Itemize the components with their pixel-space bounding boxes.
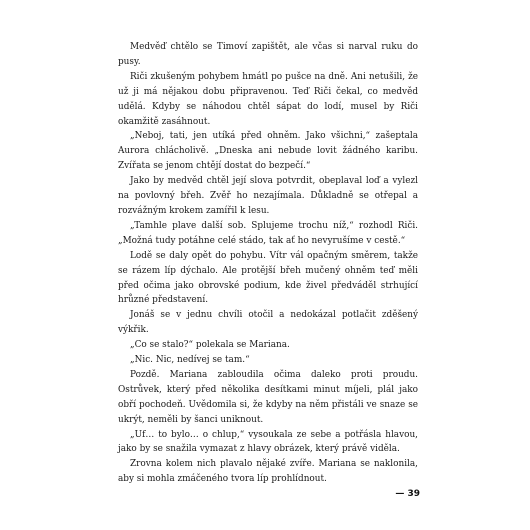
paragraph: Medvěď chtělo se Timoví zapištět, ale včas si narval ruku do pusy. — [118, 42, 418, 67]
paragraph: „Nic. Nic, nedívej se tam.“ — [130, 355, 250, 366]
paragraph: Jonáš se v jednu chvíli otočil a nedokázal potlačit zděšený výkřik. — [118, 310, 418, 336]
paragraph: „Tamhle plave další sob. Splujeme trochu níž,“ rozhodl Riči. „Možná tudy potáhne celé stádo, tak ať ho nevyrušíme v cestě.“ — [118, 220, 418, 246]
paragraph: „Uf… to bylo… o chlup,“ vysoukala ze sebe a potřásla hlavou, jako by se snažila vymazat z hlavy obrázek, který právě viděla. — [118, 429, 418, 455]
page-number: — 39 — [395, 489, 420, 499]
paragraph: „Co se stalo?“ polekala se Mariana. — [130, 340, 290, 351]
paragraph: Lodě se daly opět do pohybu. Vítr vál opačným směrem, takže se rázem líp dýchalo. Ale protější břeh mučený ohněm teď měli před očima jako obrovské podium, kde živel předváděl strhující hrůzné představení. — [118, 250, 418, 306]
paragraph: Zrovna kolem nich plavalo nějaké zvíře. Mariana se naklonila, aby si mohla zmáčeného tvora líp prohlídnout. — [118, 459, 418, 485]
paragraph: Pozdě. Mariana zabloudila očima daleko proti proudu. Ostrůvek, který před několika desítkami minut míjeli, plál jako obří pochodeň. Uvědomila si, že kdyby na něm přistáli ve snaze se ukrýt, neměli by šanci uniknout. — [118, 369, 418, 425]
body-text — [118, 40, 418, 487]
paragraph: Jako by medvěd chtěl její slova potvrdit, obeplaval loď a vylezl na povlovný břeh. Zvěř ho nezajímala. Důkladně se otřepal a rozvážným krokem zamířil k lesu. — [118, 176, 418, 216]
paragraph: „Neboj, tati, jen utíká před ohněm. Jako všichni,“ zašeptala Aurora chlácholivě. „Dneska ani nebude lovit žádného karibu. Zvířata se jenom chtějí dostat do bezpečí.“ — [118, 131, 418, 172]
paragraph: Riči zkušeným pohybem hmátl po pušce na dně. Ani netušili, že už ji má nějakou dobu připravenou. Teď Riči čekal, co medvěd udělá. Kdyby se náhodou chtěl sápat do lodí, musel by Riči okamžitě zasáhnout. — [118, 71, 418, 127]
